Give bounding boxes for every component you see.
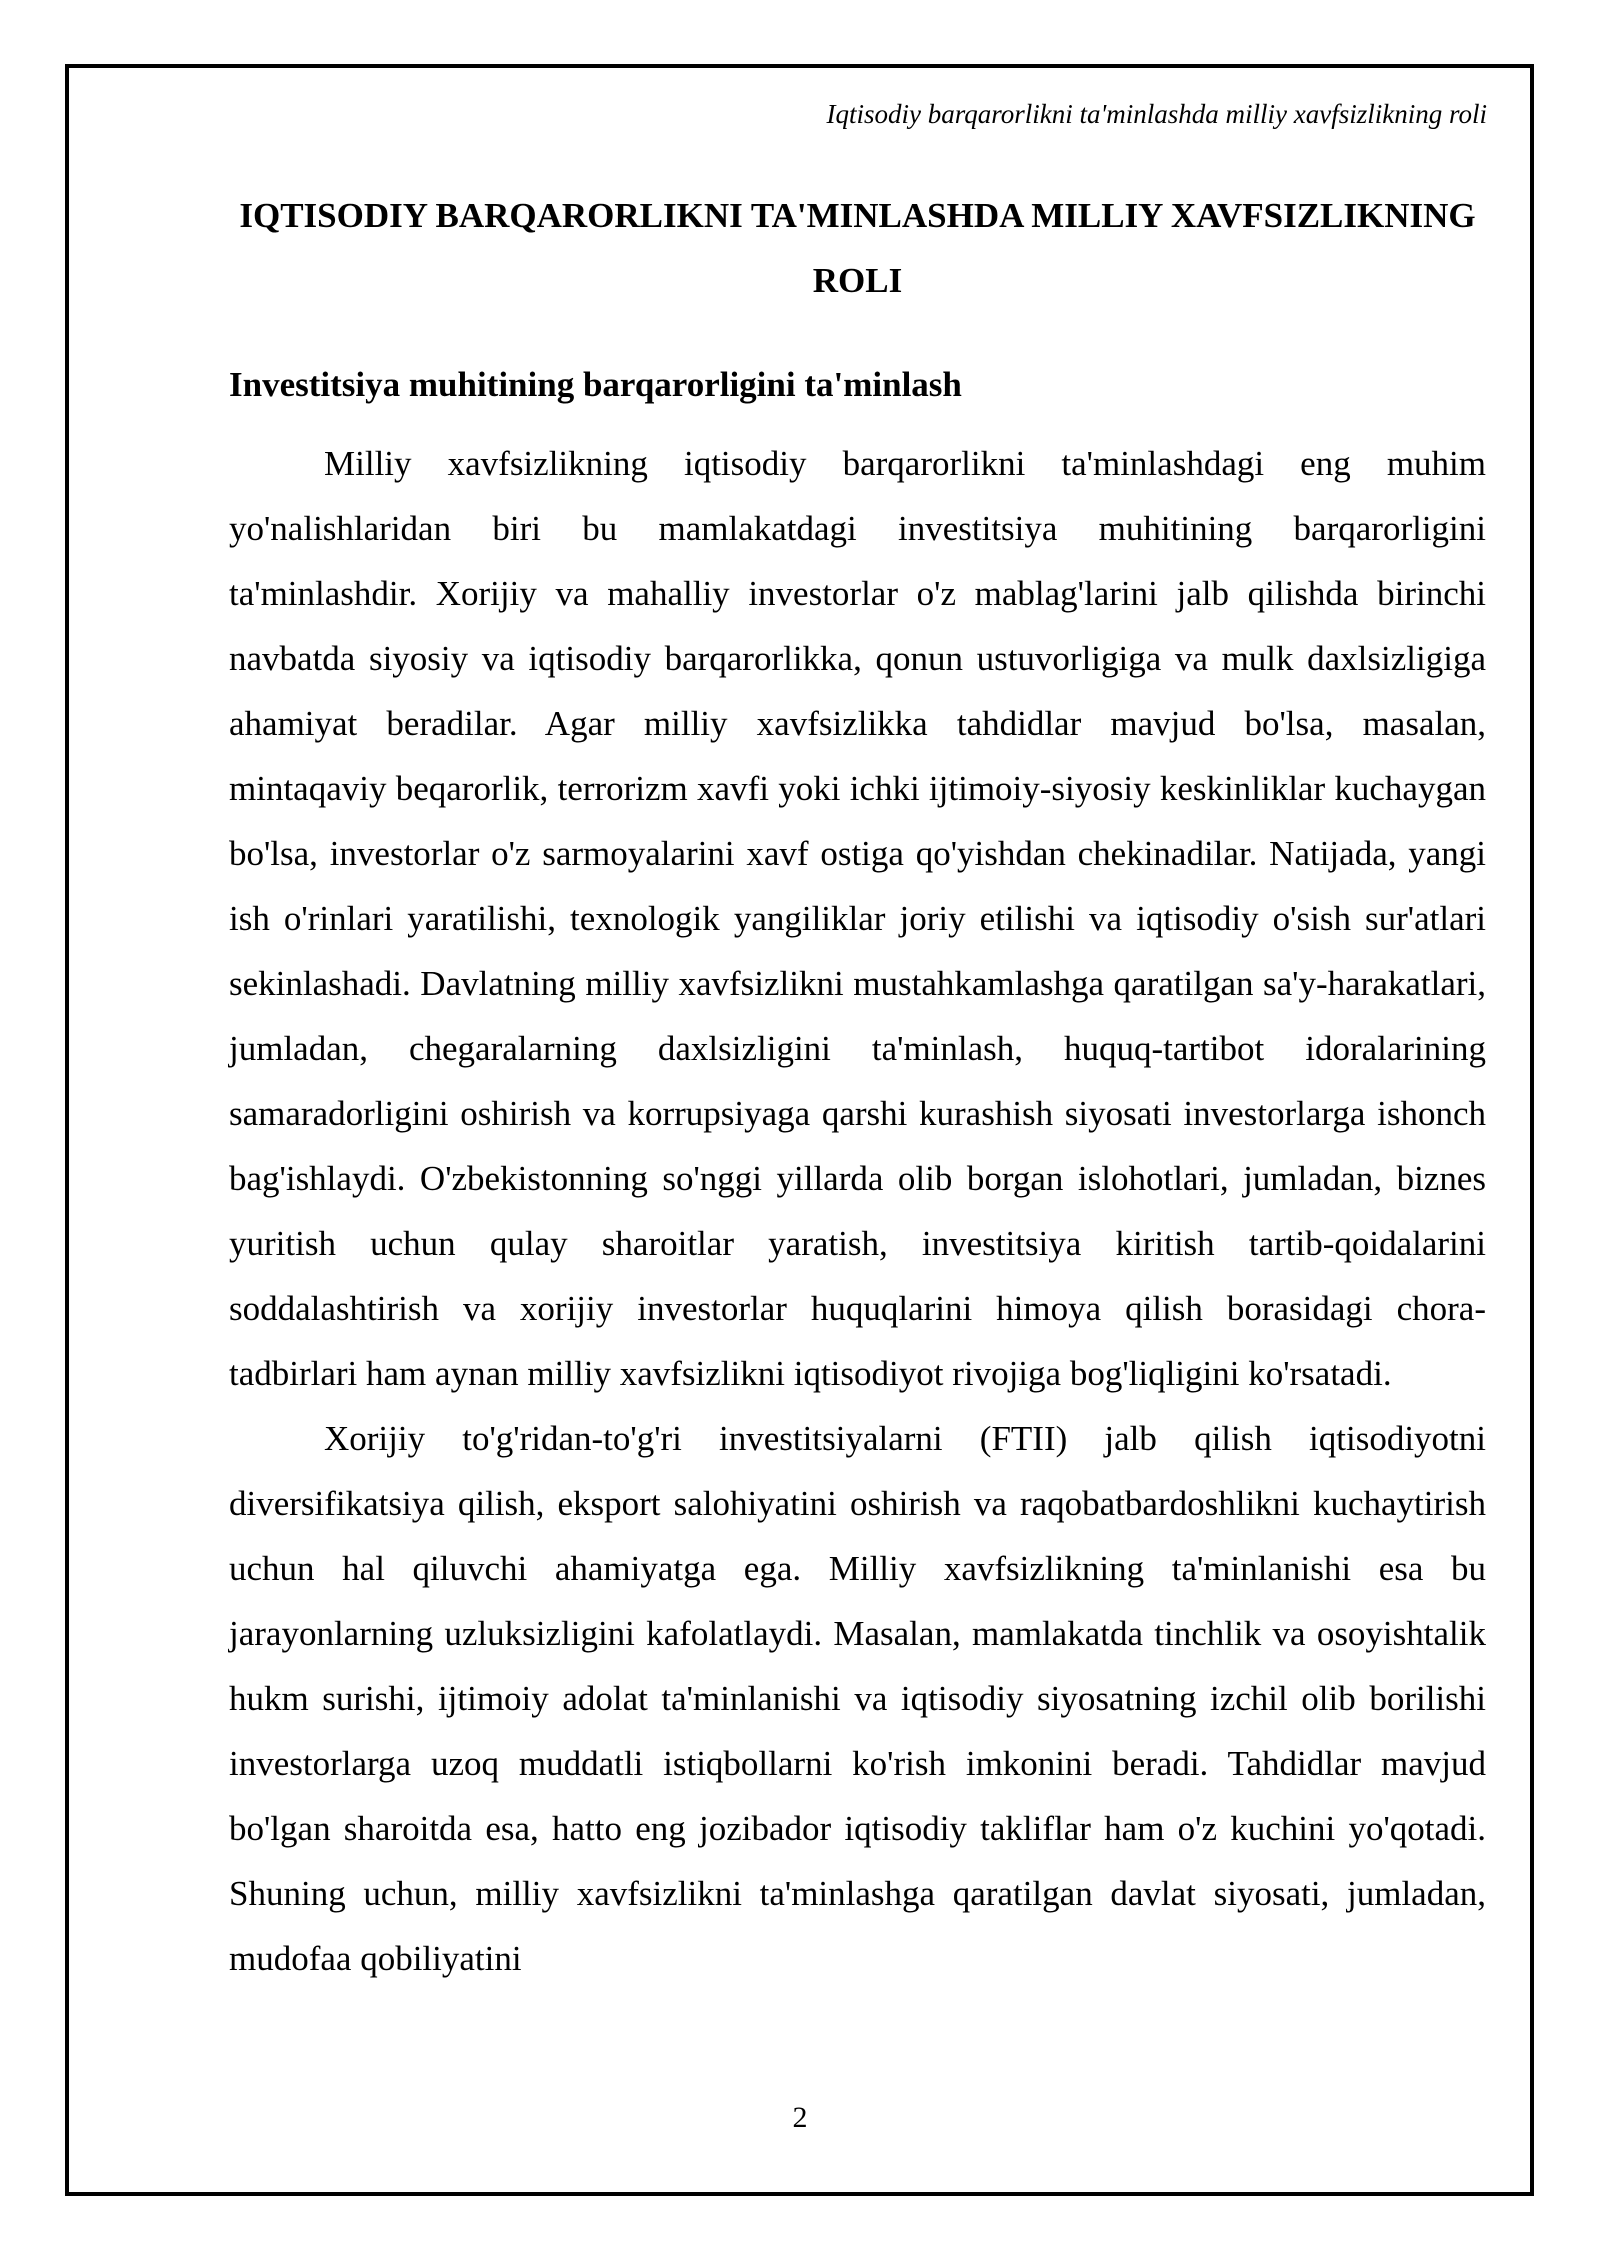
section-heading: Investitsiya muhitining barqarorligini ta'minlash [229, 365, 962, 404]
document-body [229, 183, 1486, 1991]
body-paragraph-1: Milliy xavfsizlikning iqtisodiy barqarorlikni ta'minlashdagi eng muhim yo'nalishlaridan biri bu mamlakatdagi investitsiya muhitining barqarorligini ta'minlashdir. Xorijiy va mahalliy investorlar o'z mablag'larini jalb qilishda birinchi navbatda siyosiy va iqtisodiy barqarorlikka, qonun ustuvorligiga va mulk daxlsizligiga ahamiyat beradilar. Agar milliy xavfsizlikka tahdidlar mavjud bo'lsa, masalan, mintaqaviy beqarorlik, terrorizm xavfi yoki ichki ijtimoiy-siyosiy keskinliklar kuchaygan bo'lsa, investorlar o'z sarmoyalarini xavf ostiga qo'yishdan chekinadilar. Natijada, yangi ish o'rinlari yaratilishi, texnologik yangiliklar joriy etilishi va iqtisodiy o'sish sur'atlari sekinlashadi. Davlatning milliy xavfsizlikni mustahkamlashga qaratilgan sa'y-harakatlari, jumladan, chegaralarning daxlsizligini ta'minlash, huquq-tartibot idoralarining samaradorligini oshirish va korrupsiyaga qarshi kurashish siyosati investorlarga ishonch bag'ishlaydi. O'zbekistonning so'nggi yillarda olib borgan islohotlari, jumladan, biznes yuritish uchun qulay sharoitlar yaratish, investitsiya kiritish tartib-qoidalarini soddalashtirish va xorijiy investorlar huquqlarini himoya qilish borasidagi chora-tadbirlari ham aynan milliy xavfsizlikni iqtisodiyot rivojiga bog'liqligini ko'rsatadi. [229, 444, 1486, 1393]
document-title: IQTISODIY BARQARORLIKNI TA'MINLASHDA MILLIY XAVFSIZLIKNING ROLI [239, 196, 1476, 300]
body-paragraph-2: Xorijiy to'g'ridan-to'g'ri investitsiyalarni (FTII) jalb qilish iqtisodiyotni diversifikatsiya qilish, eksport salohiyatini oshirish va raqobatbardoshlikni kuchaytirish uchun hal qiluvchi ahamiyatga ega. Milliy xavfsizlikning ta'minlanishi esa bu jarayonlarning uzluksizligini kafolatlaydi. Masalan, mamlakatda tinchlik va osoyishtalik hukm surishi, ijtimoiy adolat ta'minlanishi va iqtisodiy siyosatning izchil olib borilishi investorlarga uzoq muddatli istiqbollarni ko'rish imkonini beradi. Tahdidlar mavjud bo'lgan sharoitda esa, hatto eng jozibador iqtisodiy takliflar ham o'z kuchini yo'qotadi. Shuning uchun, milliy xavfsizlikni ta'minlashga qaratilgan davlat siyosati, jumladan, mudofaa qobiliyatini [229, 1419, 1486, 1978]
running-header: Iqtisodiy barqarorlikni ta'minlashda milliy xavfsizlikning roli [826, 99, 1487, 129]
page-number: 2 [792, 2101, 808, 2134]
